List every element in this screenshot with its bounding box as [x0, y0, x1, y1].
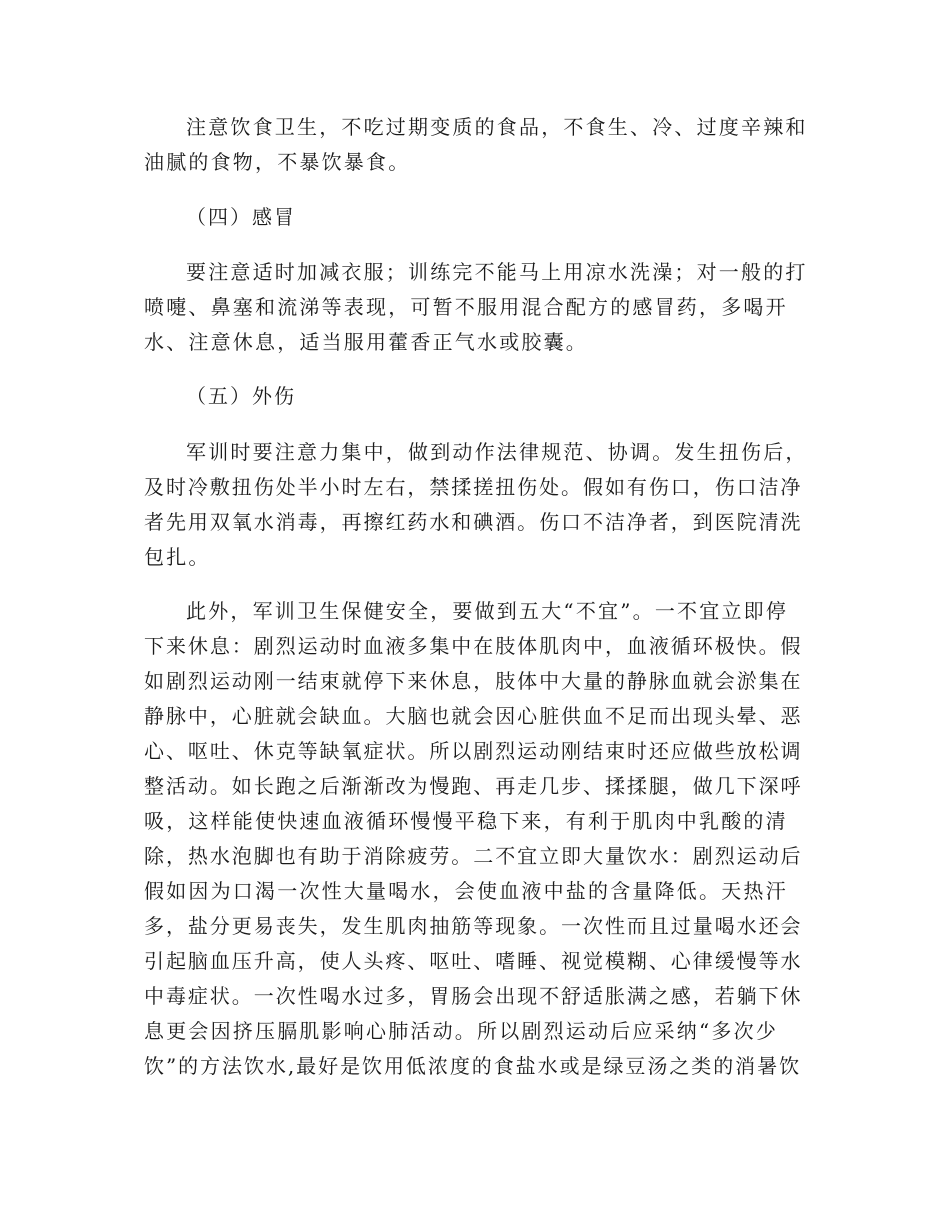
- paragraph-line: 者先用双氧水消毒，再擦红药水和碘酒。伤口不洁净者，到医院清洗: [144, 510, 803, 534]
- paragraph-line: 整活动。如长跑之后渐渐改为慢跑、再走几步、揉揉腿，做几下深呼: [144, 774, 803, 798]
- paragraph-line: 及时冷敷扭伤处半小时左右，禁揉搓扭伤处。假如有伤口，伤口洁净: [144, 475, 803, 499]
- paragraph-line: 油腻的食物，不暴饮暴食。: [144, 150, 411, 174]
- paragraph-line: 心、呕吐、休克等缺氧症状。所以剧烈运动刚结束时还应做些放松调: [144, 739, 803, 763]
- section-heading-cold: （四）感冒: [186, 205, 296, 229]
- paragraph-line: 除，热水泡脚也有助于消除疲劳。二不宜立即大量饮水：剧烈运动后: [144, 844, 803, 868]
- paragraph-line: 假如因为口渴一次性大量喝水，会使血液中盐的含量降低。天热汗: [144, 879, 788, 903]
- section-heading-injury: （五）外伤: [186, 384, 296, 408]
- paragraph-line: 军训时要注意力集中，做到动作法律规范、协调。发生扭伤后，: [186, 440, 808, 464]
- paragraph-line: 中毒症状。一次性喝水过多，胃肠会出现不舒适胀满之感，若躺下休: [144, 984, 803, 1008]
- paragraph-line: 多，盐分更易丧失，发生肌肉抽筋等现象。一次性而且过量喝水还会: [144, 914, 803, 938]
- paragraph-line: 要注意适时加减衣服；训练完不能马上用凉水洗澡；对一般的打: [186, 260, 808, 284]
- paragraph-line: 息更会因挤压膈肌影响心肺活动。所以剧烈运动后应采纳“多次少: [144, 1019, 779, 1043]
- paragraph-line: 如剧烈运动刚一结束就停下来休息，肢体中大量的静脉血就会淤集在: [144, 669, 803, 693]
- paragraph-line: 下来休息：剧烈运动时血液多集中在肢体肌肉中，血液循环极快。假: [144, 634, 803, 658]
- paragraph-line: 吸，这样能使快速血液循环慢慢平稳下来，有利于肌肉中乳酸的清: [144, 809, 788, 833]
- paragraph-line: 此外，军训卫生保健安全，要做到五大“不宜”。一不宜立即停: [186, 599, 789, 623]
- paragraph-line: 水、注意休息，适当服用藿香正气水或胶囊。: [144, 330, 588, 354]
- paragraph-line: 喷嚏、鼻塞和流涕等表现，可暂不服用混合配方的感冒药，多喝开: [144, 295, 788, 319]
- paragraph-line: 包扎。: [144, 545, 211, 569]
- paragraph-line: 注意饮食卫生，不吃过期变质的食品，不食生、冷、过度辛辣和: [186, 115, 808, 139]
- paragraph-line: 引起脑血压升高，使人头疼、呕吐、嗜睡、视觉模糊、心律缓慢等水: [144, 949, 803, 973]
- paragraph-line: 静脉中，心脏就会缺血。大脑也就会因心脏供血不足而出现头晕、恶: [144, 704, 803, 728]
- paragraph-line: 饮”的方法饮水,最好是饮用低浓度的食盐水或是绿豆汤之类的消暑饮: [144, 1054, 802, 1078]
